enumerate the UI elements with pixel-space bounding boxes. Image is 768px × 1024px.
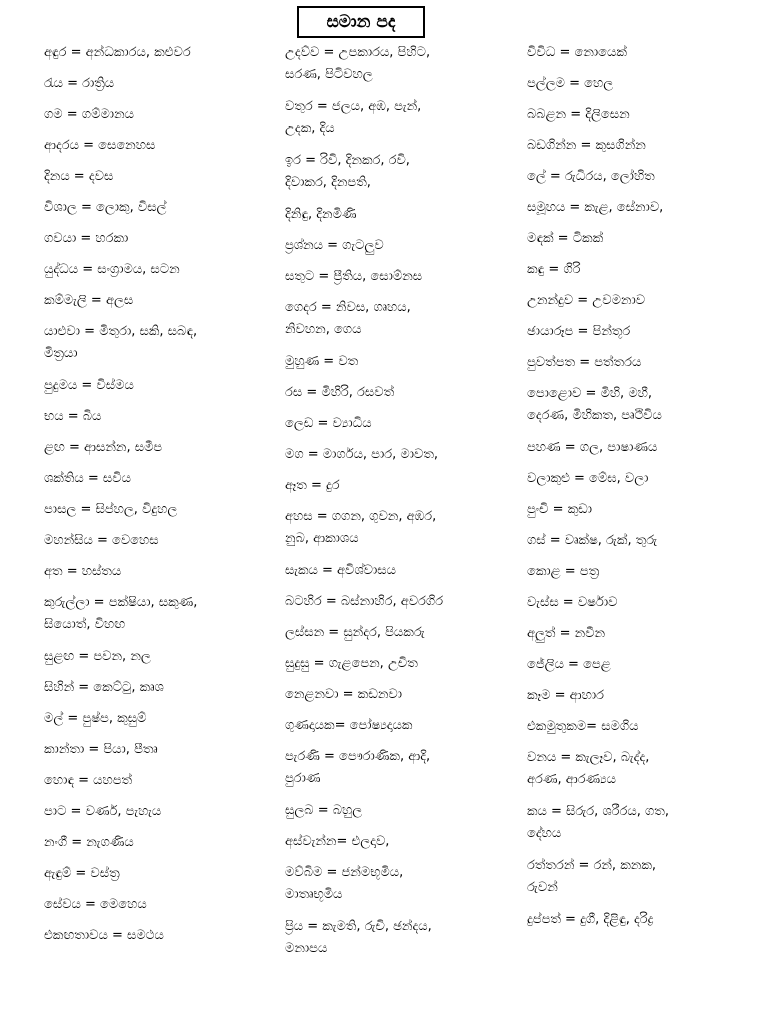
- synonym-entry: [285, 653, 515, 675]
- synonym-line: පුංචි = කුඩා: [527, 502, 593, 517]
- synonym-line: පොළොව = මිහි, මහී,: [527, 386, 653, 401]
- synonym-entry: [285, 591, 515, 613]
- synonym-line: මාතෘභූමිය: [285, 887, 343, 902]
- synonym-entry: [527, 716, 759, 738]
- synonym-entry: [527, 259, 759, 281]
- synonym-line: පුරාණ: [285, 771, 321, 786]
- synonym-line: විශාල = ලොකු, විසල්: [44, 200, 167, 215]
- synonym-line: පැරණි = පෞරාණික, ආදි,: [285, 749, 431, 764]
- page-title-text: සමාන පද: [326, 12, 396, 32]
- synonym-line: අරණ, ආරණ්‍යය: [527, 772, 616, 787]
- synonym-entry: [527, 290, 759, 312]
- synonym-entry: [44, 406, 272, 428]
- synonym-entry: [44, 135, 272, 157]
- synonym-column-1: [44, 42, 272, 956]
- synonym-line: ගම = ගම්මානය: [44, 107, 134, 122]
- synonym-line: බඩගින්න = කුසගින්න: [527, 138, 646, 153]
- synonym-line: පල්ලම = හෙල: [527, 76, 614, 91]
- synonym-entry: [44, 321, 272, 365]
- synonym-line: විවිධ = නොයෙක්: [527, 45, 627, 60]
- synonym-line: බබළන = දිලිසෙන: [527, 107, 630, 122]
- synonym-entry: [527, 468, 759, 490]
- synonym-entry: [527, 530, 759, 552]
- synonym-line: ගවයා = හරකා: [44, 231, 129, 246]
- synonym-line: උදව්ව = උපකාරය, පිහිට,: [285, 45, 431, 60]
- synonym-entry: [527, 352, 759, 374]
- synonym-entry: [285, 444, 515, 466]
- synonym-line: උනන්දුව = උවමනාව: [527, 293, 646, 308]
- synonym-line: දේහය: [527, 826, 562, 841]
- synonym-entry: [44, 863, 272, 885]
- synonym-line: සුළඟ = පවන, නල: [44, 649, 151, 664]
- synonym-line: නංගී = නැගණිය: [44, 835, 134, 850]
- synonym-line: එකඟතාවය = සමථය: [44, 928, 164, 943]
- synonym-entry: [527, 321, 759, 343]
- synonym-entry: [527, 135, 759, 157]
- synonym-entry: [527, 561, 759, 583]
- synonym-entry: [44, 801, 272, 823]
- synonym-line: ගෙදර = නිවස, ගෘහය,: [285, 300, 411, 315]
- synonym-entry: [44, 197, 272, 219]
- synonym-line: සමූහය = කැළ, සේනාව,: [527, 200, 664, 215]
- synonym-line: මඳක් = ටිකක්: [527, 231, 604, 246]
- synonym-line: මුහුණ = වත: [285, 354, 359, 369]
- synonym-entry: [285, 297, 515, 341]
- synonym-line: සුලබ = බහුල: [285, 803, 363, 818]
- synonym-line: සියොත්, විහඟ: [44, 617, 126, 632]
- synonym-line: සරණ, පිටිවහල: [285, 67, 373, 82]
- synonym-entry: [44, 290, 272, 312]
- synonym-entry: [527, 42, 759, 64]
- synonym-line: ප්‍රිය = කැමති, රුචි, ඡන්දය,: [285, 919, 432, 934]
- synonym-line: මව්බිම = ජන්මභූමිය,: [285, 865, 404, 880]
- synonym-line: ගුණදායක= පෝෂ්‍යදායක: [285, 718, 413, 733]
- synonym-line: මග = මාර්ගය, පාර, මාවත,: [285, 447, 439, 462]
- synonym-entry: [527, 855, 759, 899]
- synonym-line: ජේලිය = පෙළ: [527, 657, 611, 672]
- synonym-line: ඇඳුම් = වස්ත්‍ර: [44, 866, 120, 881]
- synonym-entry: [527, 623, 759, 645]
- synonym-entry: [285, 800, 515, 822]
- synonym-line: කාන්තා = පියා, පීතෘ: [44, 742, 158, 757]
- synonym-entry: [527, 747, 759, 791]
- synonym-line: ඉර = රිවි, දිනකර, රවි,: [285, 153, 410, 168]
- synonym-line: සතුට = ප්‍රීතිය, සොම්නස: [285, 269, 423, 284]
- synonym-entry: [44, 530, 272, 552]
- synonym-line: ආදරය = සෙනෙහස: [44, 138, 156, 153]
- synonym-line: මල් = පුෂ්ප, කුසුම්: [44, 711, 147, 726]
- page-title: [297, 6, 425, 38]
- synonym-line: නෙළනවා = කඩනවා: [285, 687, 403, 702]
- synonym-entry: [44, 437, 272, 459]
- synonym-entry: [527, 654, 759, 676]
- synonym-entry: [44, 166, 272, 188]
- synonym-line: වලාකුළු = මේඝ, වලා: [527, 471, 649, 486]
- synonym-line: යාළුවා = මිතුරා, සකි, සබඳ,: [44, 324, 198, 339]
- synonym-entry: [527, 801, 759, 845]
- synonym-line: ගස් = වෘක්ෂ, රුක්, තුරු: [527, 533, 658, 548]
- synonym-line: ලෙඩ = ව්‍යාධිය: [285, 416, 372, 431]
- synonym-entry: [44, 499, 272, 521]
- synonym-line: ලස්සන = සුන්දර, පියකරු: [285, 625, 425, 640]
- synonym-entry: [285, 622, 515, 644]
- synonym-line: කෑම = ආහාර: [527, 688, 605, 703]
- synonym-line: කඳු = ගිරි: [527, 262, 581, 277]
- synonym-entry: [285, 506, 515, 550]
- synonym-line: භය = බිය: [44, 409, 102, 424]
- synonym-line: අහස = ගගන, ගුවන, අඹර,: [285, 509, 437, 524]
- synonym-entry: [285, 266, 515, 288]
- synonym-line: අස්වැන්න= එලදාව,: [285, 834, 390, 849]
- synonym-line: අඳුර = අන්ධකාරය, කළුවර: [44, 45, 191, 60]
- synonym-line: පාට = වර්ණ, පැහැය: [44, 804, 162, 819]
- synonym-line: දුප්පත් = දුගී, දිළිඳු, දරිද්‍ර: [527, 912, 654, 927]
- synonym-entry: [285, 715, 515, 737]
- synonym-entry: [285, 831, 515, 853]
- synonym-entry: [44, 375, 272, 397]
- synonym-entry: [285, 413, 515, 435]
- synonym-line: රස = මිහිරි, රසවත්: [285, 385, 395, 400]
- synonym-entry: [285, 382, 515, 404]
- synonym-line: ළඟ = ආසන්න, සමීප: [44, 440, 163, 455]
- synonym-line: පාසල = සිප්හල, විදුහල: [44, 502, 178, 517]
- synonym-line: අත = හස්තය: [44, 564, 122, 579]
- synonym-entry: [527, 73, 759, 95]
- synonym-line: වතුර = ජලය, අඹ, පැන්,: [285, 99, 422, 114]
- synonym-entry: [44, 925, 272, 947]
- synonym-entry: [285, 204, 515, 226]
- synonym-line: බටහිර = බස්නාහිර, අවරගිර: [285, 594, 444, 609]
- synonym-entry: [44, 894, 272, 916]
- synonym-line: දිනිඳු, දිනමිණි: [285, 207, 357, 222]
- synonym-line: රැය = රාත්‍රිය: [44, 76, 115, 91]
- synonym-line: කම්මැලි = අලස: [44, 293, 134, 308]
- synonym-entry: [285, 746, 515, 790]
- synonym-entry: [44, 646, 272, 668]
- synonym-entry: [44, 73, 272, 95]
- synonym-line: මහන්සිය = වෙහෙස: [44, 533, 159, 548]
- synonym-line: සැකය = අවිශ්වාසය: [285, 563, 397, 578]
- synonym-entry: [44, 832, 272, 854]
- synonym-line: කොළ = පත්‍ර: [527, 564, 600, 579]
- synonym-entry: [285, 235, 515, 257]
- synonym-entry: [527, 437, 759, 459]
- synonym-line: දෙරණ, මිහිකත, පෘථිවිය: [527, 408, 662, 423]
- synonym-entry: [527, 166, 759, 188]
- synonym-entry: [44, 561, 272, 583]
- synonym-entry: [44, 228, 272, 250]
- synonym-line: දිවාකර, දිනපති,: [285, 175, 371, 190]
- synonym-line: පහණ = ගල, පාෂාණය: [527, 440, 658, 455]
- synonym-entry: [285, 862, 515, 906]
- synonym-line: ලේ = රුධිරය, ලෝහිත: [527, 169, 655, 184]
- synonym-entry: [44, 592, 272, 636]
- synonym-line: උදක, දිය: [285, 121, 335, 136]
- synonym-entry: [527, 909, 759, 931]
- synonym-line: ඈත = දුර: [285, 478, 340, 493]
- synonym-entry: [285, 150, 515, 194]
- synonym-line: රත්තරන් = රන්, කනක,: [527, 858, 657, 873]
- synonym-line: වැස්ස = වර්ෂාව: [527, 595, 618, 610]
- synonym-entry: [44, 770, 272, 792]
- synonym-entry: [527, 228, 759, 250]
- synonym-line: ප්‍රශ්නය = ගැටලුව: [285, 238, 384, 253]
- synonym-line: එකමුතුකම= සමගිය: [527, 719, 639, 734]
- synonym-line: වනය = කැලෑව, බැද්ද,: [527, 750, 650, 765]
- synonym-entry: [44, 104, 272, 126]
- synonym-line: නිවහන, ගෙය: [285, 322, 362, 337]
- synonym-line: මිත්‍රයා: [44, 346, 78, 361]
- synonym-column-3: [527, 42, 759, 940]
- synonym-line: කය = සිරුර, ශරීරය, ගත,: [527, 804, 669, 819]
- synonym-entry: [285, 351, 515, 373]
- synonym-entry: [44, 42, 272, 64]
- synonym-line: සිහින් = කෙට්ටු, කෘශ: [44, 680, 164, 695]
- synonym-entry: [527, 197, 759, 219]
- synonym-entry: [285, 684, 515, 706]
- synonym-line: සුදුසු = ගැළපෙන, උචිත: [285, 656, 418, 671]
- synonym-line: ශක්තිය = සවිය: [44, 471, 131, 486]
- synonym-entry: [285, 560, 515, 582]
- synonym-line: මනාපය: [285, 941, 328, 956]
- synonym-line: යුද්ධය = සංග්‍රාමය, සටන: [44, 262, 180, 277]
- synonym-entry: [44, 677, 272, 699]
- synonym-entry: [285, 916, 515, 960]
- synonym-entry: [285, 42, 515, 86]
- synonym-line: අලුත් = නවීන: [527, 626, 606, 641]
- synonym-entry: [44, 739, 272, 761]
- synonym-entry: [44, 708, 272, 730]
- synonym-entry: [527, 499, 759, 521]
- synonym-line: රුවන්: [527, 880, 558, 895]
- synonym-line: හොඳ = යහපත්: [44, 773, 133, 788]
- synonym-line: දිනය = දවස: [44, 169, 114, 184]
- synonym-entry: [527, 685, 759, 707]
- synonym-entry: [285, 475, 515, 497]
- synonym-entry: [44, 259, 272, 281]
- synonym-line: කුරුල්ලා = පක්ෂියා, සකුණ,: [44, 595, 198, 610]
- synonym-column-2: [285, 42, 515, 970]
- synonym-line: සේවය = මෙහෙය: [44, 897, 147, 912]
- synonym-entry: [527, 383, 759, 427]
- synonym-entry: [285, 96, 515, 140]
- synonym-line: පුදුමය = විස්මය: [44, 378, 134, 393]
- synonym-entry: [527, 592, 759, 614]
- synonym-entry: [44, 468, 272, 490]
- synonym-line: ඡායාරූප = පින්තූර: [527, 324, 631, 339]
- synonym-line: පුවත්පත = පත්තරය: [527, 355, 642, 370]
- synonym-entry: [527, 104, 759, 126]
- synonym-line: නුබ, ආකාශය: [285, 531, 359, 546]
